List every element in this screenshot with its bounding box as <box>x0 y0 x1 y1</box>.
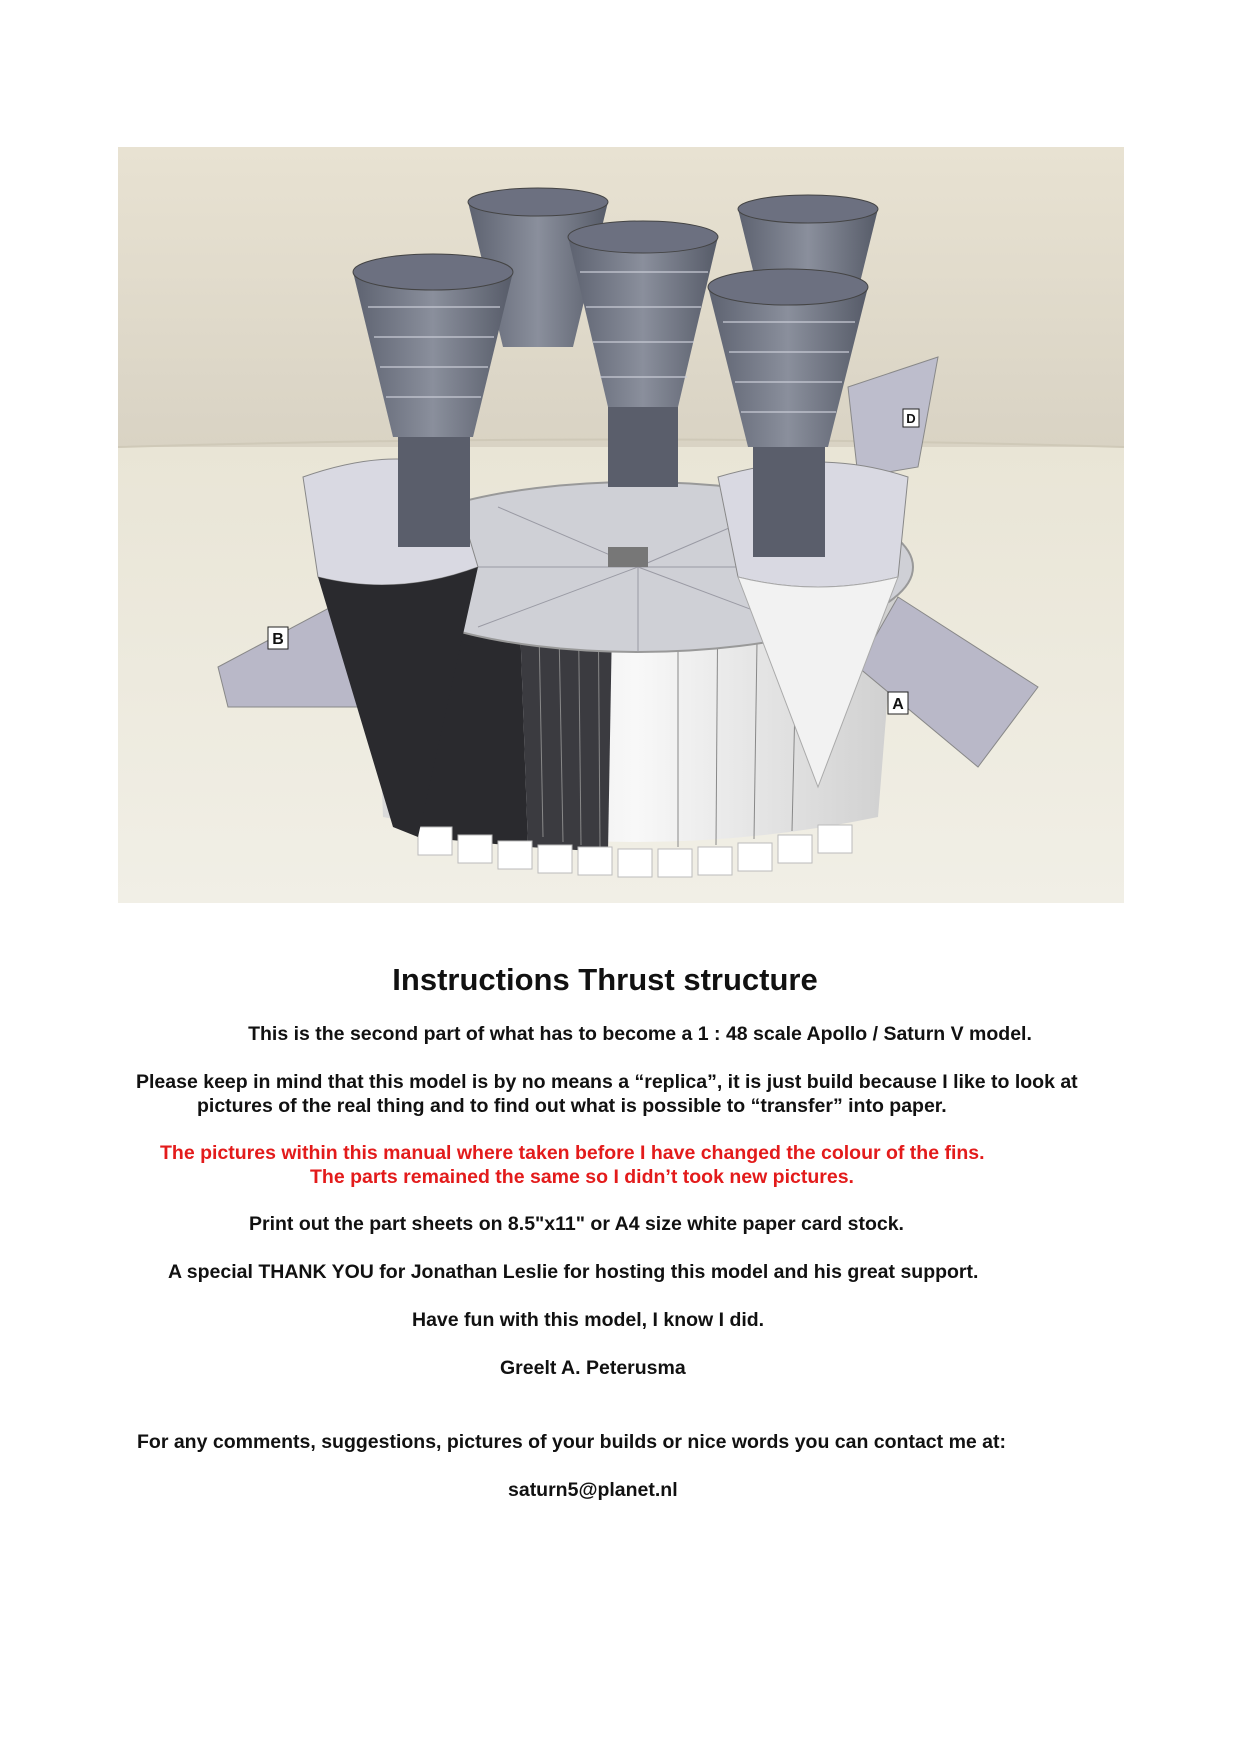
print-instruction: Print out the part sheets on 8.5"x11" or A4 size white paper card stock. <box>249 1213 904 1235</box>
thrust-structure-illustration <box>118 147 1124 903</box>
page-title: Instructions Thrust structure <box>392 962 818 997</box>
fin-label-b: B <box>272 631 284 648</box>
author-name: Greelt A. Peterusma <box>500 1357 686 1379</box>
intro-text: This is the second part of what has to become a 1 : 48 scale Apollo / Saturn V model. <box>248 1023 1032 1045</box>
note-line-1: The pictures within this manual where taken before I have changed the colour of the fins. <box>160 1142 985 1164</box>
model-photo <box>118 147 1124 903</box>
thanks-text: A special THANK YOU for Jonathan Leslie for hosting this model and his great support. <box>168 1261 979 1283</box>
have-fun-text: Have fun with this model, I know I did. <box>412 1309 765 1331</box>
fin-label-a: A <box>892 696 904 713</box>
disclaimer-line-1: Please keep in mind that this model is by no means a “replica”, it is just build because I like to look at <box>136 1071 1078 1093</box>
contact-prompt: For any comments, suggestions, pictures of your builds or nice words you can contact me at: <box>137 1431 1006 1453</box>
fin-label-d: D <box>906 411 916 426</box>
note-line-2: The parts remained the same so I didn’t took new pictures. <box>310 1166 854 1188</box>
email-address: saturn5@planet.nl <box>508 1479 678 1501</box>
disclaimer-line-2: pictures of the real thing and to find out what is possible to “transfer” into paper. <box>197 1095 947 1117</box>
